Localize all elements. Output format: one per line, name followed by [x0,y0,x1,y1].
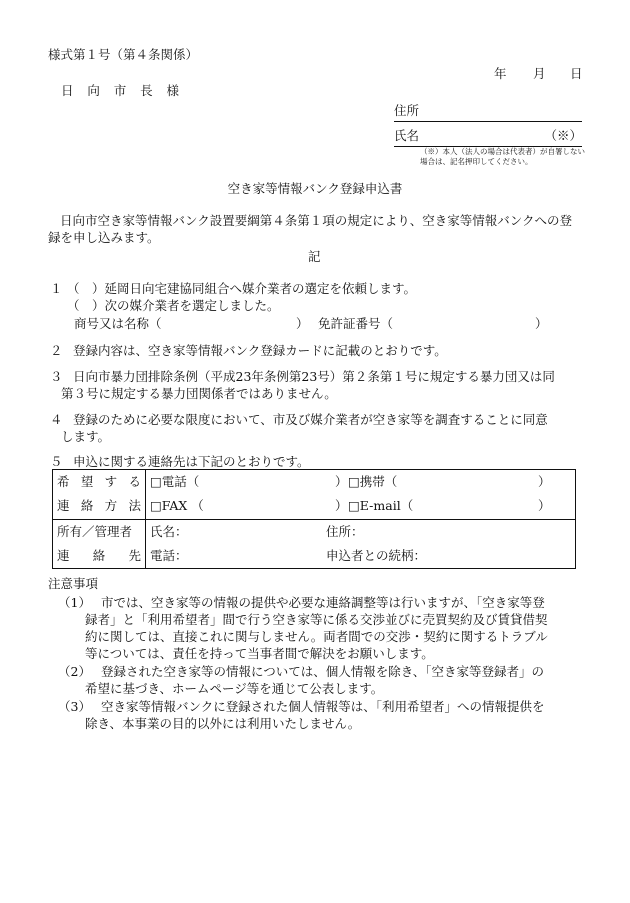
email-close: ） [538,498,551,514]
name-field[interactable] [394,128,582,147]
address-field[interactable] [394,103,582,122]
note-2-number: （2） [58,664,91,679]
note-1-line-1: 市では、空き家等の情報の提供や必要な連絡調整等は行いますが、「空き家等登 [101,595,545,610]
owner-address-field[interactable]: 住所： [326,523,364,539]
item-3-number: ３ [50,369,63,384]
item-2-number: ２ [50,343,63,358]
date-day: 日 [570,66,583,81]
notes-heading: 注意事項 [48,576,99,591]
item-2-text: 登録内容は、空き家等情報バンク登録カードに記載のとおりです。 [73,343,447,358]
item-1-option-1[interactable]: （ ）延岡日向宅建協同組合へ媒介業者の選定を依頼します。 [67,281,417,296]
form-number: 様式第１号（第４条関係） [48,47,199,62]
owner-name-field[interactable]: 氏名： [150,523,188,539]
document-title: 空き家等情報バンク登録申込書 [227,181,403,196]
date-month: 月 [533,66,546,81]
item-4-line-1: 登録のために必要な限度において、市及び媒介業者が空き家等を調査することに同意 [73,412,548,427]
item-5-number: ５ [50,454,63,469]
item-4-number: ４ [50,412,63,427]
owner-contact-label: 所有／管理者 連 絡 先 [53,519,146,569]
fax-checkbox[interactable]: □FAX （ [150,498,204,514]
addressee [61,83,179,100]
license-close: ） [535,316,548,331]
addressee-char: 市 [113,83,127,98]
owner-tel-field[interactable]: 電話： [150,547,188,563]
note-3-number: （3） [58,699,91,714]
relation-field[interactable]: 申込者との続柄： [326,547,427,563]
email-checkbox[interactable]: □E-mail（ [348,498,414,514]
name-label: 氏名 [394,128,420,143]
item-4-line-2: します。 [61,429,111,444]
date-year: 年 [494,66,507,81]
addressee-char: 様 [166,83,179,98]
note-3-line-1: 空き家等情報バンクに登録された個人情報等は、「利用希望者」への情報提供を [101,699,545,714]
note-2-line-2: 希望に基づき、ホームページ等を通じて公表します。 [85,681,384,696]
address-label: 住所 [394,103,420,118]
phone-close: ） [335,474,348,490]
item-3-line-2: 第３号に規定する暴力団関係者ではありません。 [61,386,337,401]
note-1-line-4: 等については、責任を持って当事者間で解決をお願いします。 [85,646,434,661]
addressee-char: 向 [87,83,100,98]
ki-mark: 記 [308,249,321,264]
item-5-text: 申込に関する連絡先は下記のとおりです。 [73,454,310,469]
phone-checkbox[interactable]: □電話（ [150,474,200,490]
name-mark: （※） [544,128,582,143]
item-1-number: １ [50,281,63,296]
owner-contact-cell [146,519,576,569]
contact-table [52,469,576,569]
note-1-line-2: 録者」と「利用希望者」間で行う空き家等に係る交渉並びに売買契約及び賃貸借契 [85,612,548,627]
mobile-close: ） [538,474,551,490]
contact-methods-cell [146,470,576,520]
license-label: 免許証番号（ [318,316,394,331]
note-2-line-1: 登録された空き家等の情報については、個人情報を除き、「空き家等登録者」の [101,664,545,679]
fax-close: ） [335,498,348,514]
trade-name-label: 商号又は名称（ [74,316,162,331]
addressee-char: 長 [140,83,153,98]
note-1-number: （1） [58,595,91,610]
item-3-line-1: 日向市暴力団排除条例（平成23年条例第23号）第２条第１号に規定する暴力団又は同 [73,369,555,384]
note-1-line-3: 約に関しては、直接これに関与しません。両者間での交渉・契約に関するトラブル [85,629,548,644]
mobile-checkbox[interactable]: □携帯（ [348,474,398,490]
item-1-option-2[interactable]: （ ）次の媒介業者を選定しました。 [67,298,280,313]
preferred-contact-label: 希 望 す る 連 絡 方 法 [53,470,146,520]
intro-text: 日向市空き家等情報バンク設置要綱第４条第１項の規定により、空き家等情報バンクへの登録を申し込みます。 [48,213,573,245]
trade-name-close: ） [296,316,309,331]
addressee-char: 日 [61,83,74,98]
name-note: （※）本人（法人の場合は代表者）が自署しない場合は、記名押印してください。 [420,147,585,166]
note-3-line-2: 除き、本事業の目的以外には利用いたしません。 [85,716,361,731]
